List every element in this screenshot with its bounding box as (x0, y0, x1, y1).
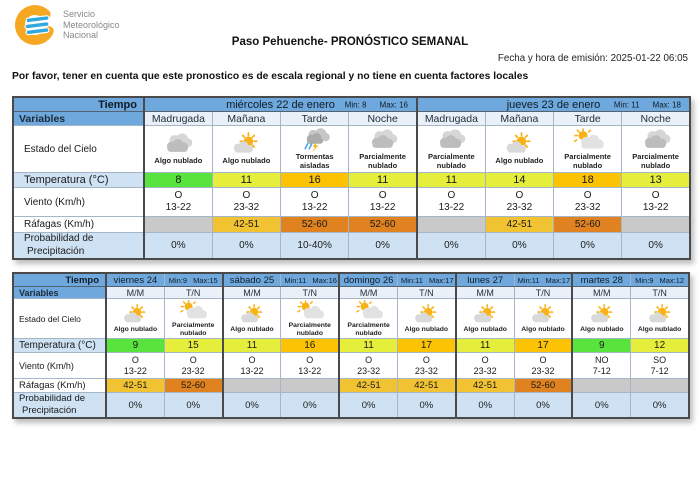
sky-cell (622, 126, 690, 173)
row-label-precipitation (13, 393, 106, 419)
day-max: Max:17 (545, 275, 571, 285)
gust-value (281, 379, 339, 393)
period-header: Mañana (212, 112, 280, 126)
precip-value: 0% (631, 393, 689, 419)
wind-cell (622, 188, 690, 217)
sky-cell (456, 299, 514, 339)
sky-cell (212, 126, 280, 173)
logo-line3: Nacional (63, 30, 99, 41)
period-header: Madrugada (144, 112, 212, 126)
sky-icon (236, 304, 268, 326)
logo-line2: Meteorológico (63, 19, 120, 30)
gust-value: 42-51 (339, 379, 397, 393)
wind-direction: SO (653, 354, 667, 365)
sky-icon (297, 128, 333, 153)
sky-cell (631, 299, 689, 339)
period-header: Noche (349, 112, 417, 126)
wind-cell (281, 353, 339, 379)
wind-cell (164, 353, 222, 379)
tiempo-header: Tiempo (13, 97, 144, 112)
row-label-temperature: Temperatura (°C) (13, 339, 106, 353)
day-name: jueves 23 de enero (506, 98, 601, 111)
period-header: Mañana (485, 112, 553, 126)
wind-cell (349, 188, 417, 217)
variables-header: Variables (13, 287, 106, 299)
sky-icon (638, 128, 674, 153)
gust-value: 42-51 (485, 217, 553, 233)
temperature-value: 15 (164, 339, 222, 353)
temperature-value: 8 (144, 173, 212, 188)
precip-value: 0% (622, 233, 690, 260)
precip-value: 0% (212, 233, 280, 260)
sky-icon (177, 300, 209, 322)
sky-label: Algo nublado (222, 156, 271, 166)
temperature-value: 16 (281, 173, 349, 188)
precip-value: 0% (339, 393, 397, 419)
sky-icon (119, 304, 151, 326)
wind-cell (456, 353, 514, 379)
wind-speed: 7-12 (650, 365, 669, 376)
logo-line1: Servicio (63, 9, 96, 20)
wind-direction: NO (595, 354, 609, 365)
wind-direction: O (481, 354, 489, 365)
sky-cell (144, 126, 212, 173)
precip-value: 0% (164, 393, 222, 419)
row-label-wind: Viento (Km/h) (13, 188, 144, 217)
wind-direction: O (174, 189, 183, 201)
period-header: Madrugada (417, 112, 485, 126)
day-name: miércoles 22 de enero (226, 98, 335, 111)
gust-value (144, 217, 212, 233)
sky-cell (281, 299, 339, 339)
temperature-value: 9 (572, 339, 630, 353)
gust-value: 52-60 (281, 217, 349, 233)
wind-speed: 23-32 (531, 365, 555, 376)
period-header: T/N (514, 287, 572, 299)
sky-label: Algo nublado (580, 325, 624, 333)
day-minmax (397, 273, 455, 287)
gust-value (631, 379, 689, 393)
wind-direction: O (242, 189, 251, 201)
sky-icon (501, 132, 537, 157)
tiempo-header: Tiempo (13, 273, 106, 287)
wind-speed: 23-32 (574, 202, 601, 213)
wind-direction: O (306, 354, 314, 365)
wind-speed: 13-22 (369, 202, 396, 213)
precip-value: 0% (106, 393, 164, 419)
row-label-temperature: Temperatura (°C) (13, 173, 144, 188)
sky-icon (365, 128, 401, 153)
wind-speed: 23-32 (473, 365, 497, 376)
precip-value: 10-40% (281, 233, 349, 260)
temperature-value: 11 (223, 339, 281, 353)
temperature-value: 17 (514, 339, 572, 353)
row-label-sky: Estado del Cielo (13, 126, 144, 173)
precip-value: 0% (514, 393, 572, 419)
sky-icon (353, 300, 385, 322)
temperature-value: 12 (631, 339, 689, 353)
forecast-table-days-3-7 (12, 272, 690, 419)
day-max: Max:16 (312, 275, 337, 285)
wind-speed: 23-32 (233, 202, 260, 213)
wind-direction: O (189, 354, 197, 365)
sky-icon (294, 300, 326, 322)
day-name: viernes 24 (106, 273, 164, 287)
sky-icon (570, 128, 606, 153)
day-max: Max: 18 (652, 100, 681, 109)
sky-label: Algo nublado (404, 325, 449, 333)
precip-value: 0% (144, 233, 212, 260)
temperature-value: 13 (622, 173, 690, 188)
wind-speed: 23-32 (357, 365, 381, 376)
wind-cell (514, 353, 572, 379)
period-header: M/M (106, 287, 164, 299)
precip-value: 0% (349, 233, 417, 260)
period-header: M/M (223, 287, 281, 299)
day-max: Max:15 (193, 275, 218, 285)
day-max: Max: 16 (379, 100, 408, 109)
wind-speed: 23-32 (506, 202, 533, 213)
sky-cell (339, 299, 397, 339)
sky-cell (514, 299, 572, 339)
day-name: sábado 25 (223, 273, 281, 287)
wind-direction: O (131, 354, 139, 365)
precip-value: 0% (223, 393, 281, 419)
temperature-value: 9 (106, 339, 164, 353)
day-min: Min:11 (284, 275, 307, 285)
sky-label: Parcialmente nublado (172, 321, 215, 337)
temperature-value: 11 (339, 339, 397, 353)
gust-value: 42-51 (456, 379, 514, 393)
temperature-value: 11 (212, 173, 280, 188)
period-header: M/M (572, 287, 630, 299)
temperature-value: 18 (554, 173, 622, 188)
temperature-value: 11 (417, 173, 485, 188)
gust-value: 42-51 (212, 217, 280, 233)
gust-value (223, 379, 281, 393)
sky-label: Parcialmente nublado (347, 321, 390, 337)
precip-label-line2: Precipitación (22, 405, 77, 416)
precip-value: 0% (281, 393, 339, 419)
precip-label-line2: Precipitación (27, 245, 85, 257)
sky-cell (349, 126, 417, 173)
day-min: Min:9 (635, 275, 654, 285)
wind-direction: O (539, 354, 547, 365)
regional-notice: Por favor, tener en cuenta que este pronostico es de escala regional y no tiene en cuenta factores locales (12, 71, 529, 82)
day-min: Min: 11 (613, 100, 640, 109)
period-header: Tarde (554, 112, 622, 126)
sky-label: Algo nublado (154, 156, 203, 166)
row-label-sky: Estado del Cielo (13, 299, 106, 339)
temperature-value: 14 (485, 173, 553, 188)
sky-cell (554, 126, 622, 173)
wind-direction: O (447, 189, 456, 201)
precip-value: 0% (417, 233, 485, 260)
row-label-gusts: Ráfagas (Km/h) (13, 379, 106, 393)
period-header: M/M (339, 287, 397, 299)
wind-direction: O (651, 189, 660, 201)
day-minmax (631, 273, 689, 287)
period-header: T/N (164, 287, 222, 299)
wind-cell (212, 188, 280, 217)
wind-cell (397, 353, 455, 379)
precip-label-line1: Probabilidad de (19, 393, 86, 405)
sky-label: Algo nublado (113, 325, 158, 333)
precip-value: 0% (572, 393, 630, 419)
wind-direction: O (583, 189, 592, 201)
forecast-table-days-1-2 (12, 96, 691, 260)
sky-icon (160, 132, 196, 157)
gust-value: 42-51 (106, 379, 164, 393)
wind-cell (339, 353, 397, 379)
sky-icon (644, 304, 676, 326)
sky-icon (527, 304, 559, 326)
wind-direction: O (310, 189, 319, 201)
period-header: Tarde (281, 112, 349, 126)
day-header-jueves (417, 97, 690, 112)
sky-cell (281, 126, 349, 173)
temperature-value: 16 (281, 339, 339, 353)
sky-label: Parcialmente nublado (564, 152, 611, 170)
precip-label-line1: Probabilidad de (24, 233, 94, 244)
sky-label: Parcialmente nublado (428, 152, 475, 170)
sky-label: Algo nublado (495, 156, 544, 166)
wind-cell (417, 188, 485, 217)
wind-speed: 23-32 (181, 365, 205, 376)
wind-direction: O (515, 189, 524, 201)
emission-datetime: Fecha y hora de emisión: 2025-01-22 06:05 (497, 53, 688, 64)
period-header: T/N (397, 287, 455, 299)
sky-cell (397, 299, 455, 339)
day-minmax (281, 273, 339, 287)
gust-value: 52-60 (514, 379, 572, 393)
wind-cell (144, 188, 212, 217)
period-header: Noche (622, 112, 690, 126)
wind-cell (106, 353, 164, 379)
precip-value: 0% (554, 233, 622, 260)
wind-cell (485, 188, 553, 217)
day-max: Max:17 (428, 275, 454, 285)
day-max: Max:12 (659, 275, 685, 285)
wind-speed: 13-22 (240, 365, 264, 376)
gust-value: 42-51 (397, 379, 455, 393)
row-label-wind: Viento (Km/h) (13, 353, 106, 379)
page-title: Paso Pehuenche- PRONÓSTICO SEMANAL (231, 36, 469, 48)
precip-value: 0% (456, 393, 514, 419)
wind-speed: 23-32 (414, 365, 438, 376)
precip-value: 0% (397, 393, 455, 419)
sky-icon (433, 128, 469, 153)
gust-value: 52-60 (554, 217, 622, 233)
sky-cell (572, 299, 630, 339)
sky-label: Algo nublado (463, 325, 507, 333)
wind-cell (631, 353, 689, 379)
sky-icon (228, 132, 264, 157)
sky-cell (164, 299, 222, 339)
day-min: Min:11 (400, 275, 423, 285)
period-header: M/M (456, 287, 514, 299)
sky-cell (417, 126, 485, 173)
period-header: T/N (631, 287, 689, 299)
wind-direction: O (378, 189, 387, 201)
wind-direction: O (422, 354, 430, 365)
day-min: Min:9 (168, 275, 188, 285)
row-label-precipitation (13, 233, 144, 260)
period-header: T/N (281, 287, 339, 299)
day-name: martes 28 (572, 273, 630, 287)
day-minmax (514, 273, 572, 287)
sky-icon (410, 304, 442, 326)
sky-cell (223, 299, 281, 339)
day-minmax (164, 273, 222, 287)
sky-label: Parcialmente nublado (288, 321, 331, 337)
wind-speed: 13-22 (438, 202, 465, 213)
variables-header: Variables (13, 112, 144, 126)
wind-cell (554, 188, 622, 217)
wind-speed: 7-12 (592, 365, 611, 376)
wind-cell (572, 353, 630, 379)
wind-cell (223, 353, 281, 379)
temperature-value: 11 (456, 339, 514, 353)
temperature-value: 11 (349, 173, 417, 188)
precip-value: 0% (485, 233, 553, 260)
gust-value: 52-60 (164, 379, 222, 393)
wind-cell (281, 188, 349, 217)
day-min: Min:11 (517, 275, 540, 285)
wind-speed: 13-22 (123, 365, 147, 376)
gust-value (572, 379, 630, 393)
sky-label: Tormentas aisladas (295, 152, 334, 170)
gust-value: 52-60 (349, 217, 417, 233)
day-name: domingo 26 (339, 273, 397, 287)
sky-label: Algo nublado (230, 325, 274, 333)
day-min: Min: 8 (344, 100, 367, 109)
sky-cell (485, 126, 553, 173)
sky-label: Parcialmente nublado (632, 152, 679, 170)
wind-speed: 13-22 (298, 365, 322, 376)
day-header-miercoles (144, 97, 417, 112)
wind-speed: 13-22 (301, 202, 328, 213)
wind-direction: O (365, 354, 373, 365)
sky-label: Algo nublado (521, 325, 565, 333)
day-name: lunes 27 (456, 273, 514, 287)
wind-speed: 13-22 (642, 202, 669, 213)
sky-icon (469, 304, 501, 326)
row-label-gusts: Ráfagas (Km/h) (13, 217, 144, 233)
sky-label: Algo nublado (637, 325, 682, 333)
gust-value (622, 217, 690, 233)
sky-icon (586, 304, 618, 326)
gust-value (417, 217, 485, 233)
wind-speed: 13-22 (165, 202, 192, 213)
wind-direction: O (248, 354, 256, 365)
sky-cell (106, 299, 164, 339)
temperature-value: 17 (397, 339, 455, 353)
sky-label: Parcialmente nublado (359, 152, 406, 170)
